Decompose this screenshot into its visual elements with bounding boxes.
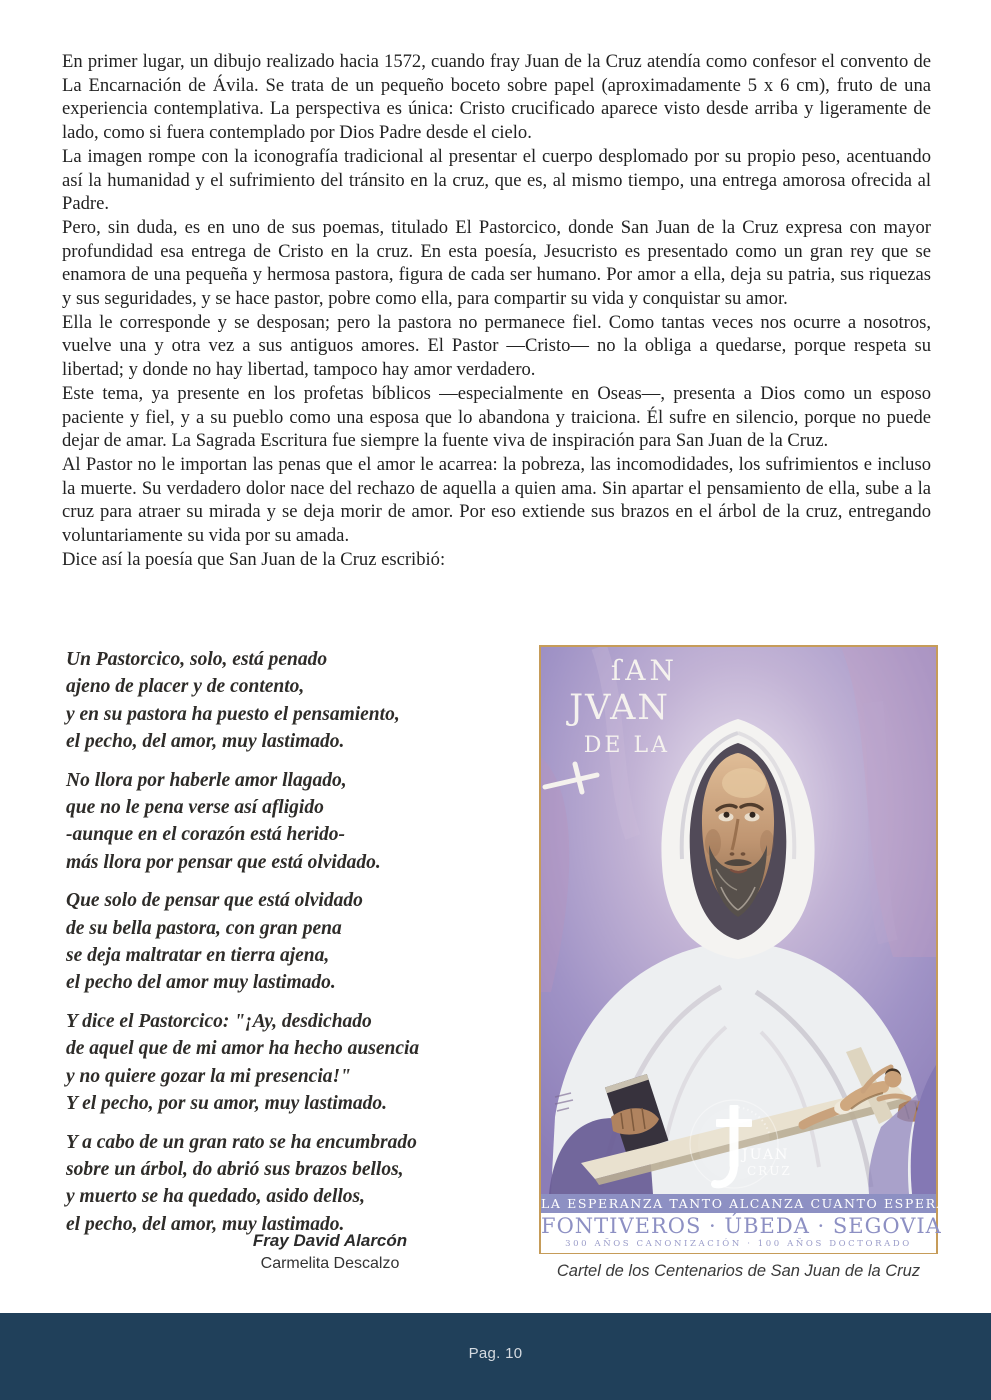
poster	[539, 645, 948, 1254]
poem-stanza	[66, 1129, 526, 1239]
poem-line: y en su pastora ha puesto el pensamiento,	[66, 703, 400, 725]
paragraph: Pero, sin duda, es en uno de sus poemas, titulado El Pastorcico, donde San Juan de la Cruz expresa con mayor profundidad esa entrega de Cristo en la cruz. En esta poesía, Jesucristo es presentado como un gran rey que se enamora de una pequeña y hermosa pastora, figura de cada ser humano. Por amor a ella, deja su patria, sus riquezas y sus seguridades, y se hace pastor, pobre como ella, para compartir su vida y conquistar su amor.	[62, 216, 931, 310]
poster-places-band	[541, 1213, 942, 1253]
poem-author-name: Fray David Alarcón	[252, 1231, 408, 1250]
poem-line: de aquel que de mi amor ha hecho ausencia	[66, 1038, 420, 1060]
poem	[66, 646, 526, 1249]
page-footer	[0, 1313, 991, 1400]
poster-places: FONTIVEROS · ÚBEDA · SEGOVIA	[541, 1214, 942, 1238]
paragraph: Ella le corresponde y se desposan; pero la pastora no permanece fiel. Como tantas veces nos ocurre a nosotros, vuelve una y otra vez a sus antiguos amores. El Pastor —Cristo— no la obliga a quedarse, porque respeta su libertad; y donde no hay libertad, tampoco hay amor verdadero.	[62, 311, 931, 381]
poem-line: el pecho, del amor, muy lastimado.	[66, 1213, 345, 1235]
paragraph: Dice así la poesía que San Juan de la Cruz escribió:	[62, 548, 446, 570]
poem-line: más llora por pensar que está olvidado.	[66, 851, 381, 873]
poem-line: el pecho, del amor, muy lastimado.	[66, 731, 345, 753]
poster-title	[541, 654, 678, 795]
poem-line: Y a cabo de un gran rato se ha encumbrado	[66, 1131, 417, 1153]
poem-line: No llora por haberle amor llagado,	[66, 769, 347, 791]
poem-stanza	[66, 646, 526, 756]
article-body	[62, 50, 931, 571]
paragraph: La imagen rompe con la iconografía tradicional al presentar el cuerpo desplomado por su propio peso, acentuando así la humanidad y el sufrimiento del tránsito en la cruz, que es, al mismo tiempo, una entrega amorosa ofrecida al Padre.	[62, 145, 931, 215]
latin-cross-icon	[541, 761, 603, 795]
poem-line: se deja maltratar en tierra ajena,	[66, 945, 330, 967]
poem-line: y no quiere gozar la mi presencia!"	[66, 1065, 351, 1087]
logo-word-cruz: CRUZ	[747, 1164, 792, 1178]
poem-line: y muerto se ha quedado, asido dellos,	[66, 1186, 366, 1208]
page-number: Pag. 10	[468, 1345, 523, 1362]
poem-line: sobre un árbol, do abrió sus brazos bellos,	[66, 1158, 404, 1180]
paragraph: Este tema, ya presente en los profetas bíblicos —especialmente en Oseas—, presenta a Dios como un esposo paciente y fiel, y a su pueblo como una esposa que lo abandona y traiciona. Él sufre en silencio, porque no puede dejar de amar. La Sagrada Escritura fue siempre la fuente viva de inspiración para San Juan de la Cruz.	[62, 382, 931, 452]
poem-stanza	[66, 767, 526, 877]
poem-line: Y dice el Pastorcico: "¡Ay, desdichado	[66, 1010, 372, 1032]
poster-painting	[541, 647, 936, 1194]
poem-line: el pecho del amor muy lastimado.	[66, 972, 336, 994]
poem-author-role: Carmelita Descalzo	[260, 1255, 400, 1272]
poster-title-line2: JVAN	[569, 688, 670, 728]
poem-stanza	[66, 887, 526, 997]
logo-word-juan: JUAN	[742, 1147, 790, 1163]
poem-line: que no le pena verse así afligido	[66, 797, 324, 819]
paragraph: En primer lugar, un dibujo realizado hacia 1572, cuando fray Juan de la Cruz atendía como confesor el convento de La Encarnación de Ávila. Se trata de un pequeño boceto sobre papel (aproximadamente 5 x 6 cm), fruto de una experiencia contemplativa. La perspectiva es única: Cristo crucificado aparece visto desde arriba y ligeramente de lado, como si fuera contemplado por Dios Padre desde el cielo.	[62, 51, 931, 144]
poem-line: Y el pecho, por su amor, muy lastimado.	[66, 1093, 388, 1115]
poem-line: ajeno de placer y de contento,	[66, 676, 305, 698]
poem-stanza	[66, 1008, 526, 1118]
poster-centenary-line: 300 AÑOS CANONIZACIÓN · 100 AÑOS DOCTORADO	[565, 1239, 912, 1249]
poster-caption: Cartel de los Centenarios de San Juan de la Cruz	[556, 1262, 921, 1280]
paragraph: Al Pastor no le importan las penas que el amor le acarrea: la pobreza, las incomodidades, los sufrimientos e incluso la muerte. Su verdadero dolor nace del rechazo de aquella a quien ama. Sin apartar el pensamiento de ella, sube a la cruz para atraer su mirada y se deja morir de amor. Por eso extiende sus brazos en el árbol de la cruz, entregando voluntariamente su vida por su amada.	[62, 453, 931, 547]
poster-title-line3: DE LA	[583, 733, 670, 758]
poem-line: -aunque en el corazón está herido-	[66, 824, 345, 846]
poem-line: Que solo de pensar que está olvidado	[66, 890, 363, 912]
poem-attribution	[150, 1231, 510, 1273]
poem-line: de su bella pastora, con gran pena	[66, 917, 342, 939]
poster-banner: LA ESPERANZA TANTO ALCANZA CUANTO ESPERA	[541, 1196, 948, 1211]
poem-line: Un Pastorcico, solo, está penado	[66, 649, 328, 670]
poster-title-line1: ſAN	[610, 654, 678, 687]
